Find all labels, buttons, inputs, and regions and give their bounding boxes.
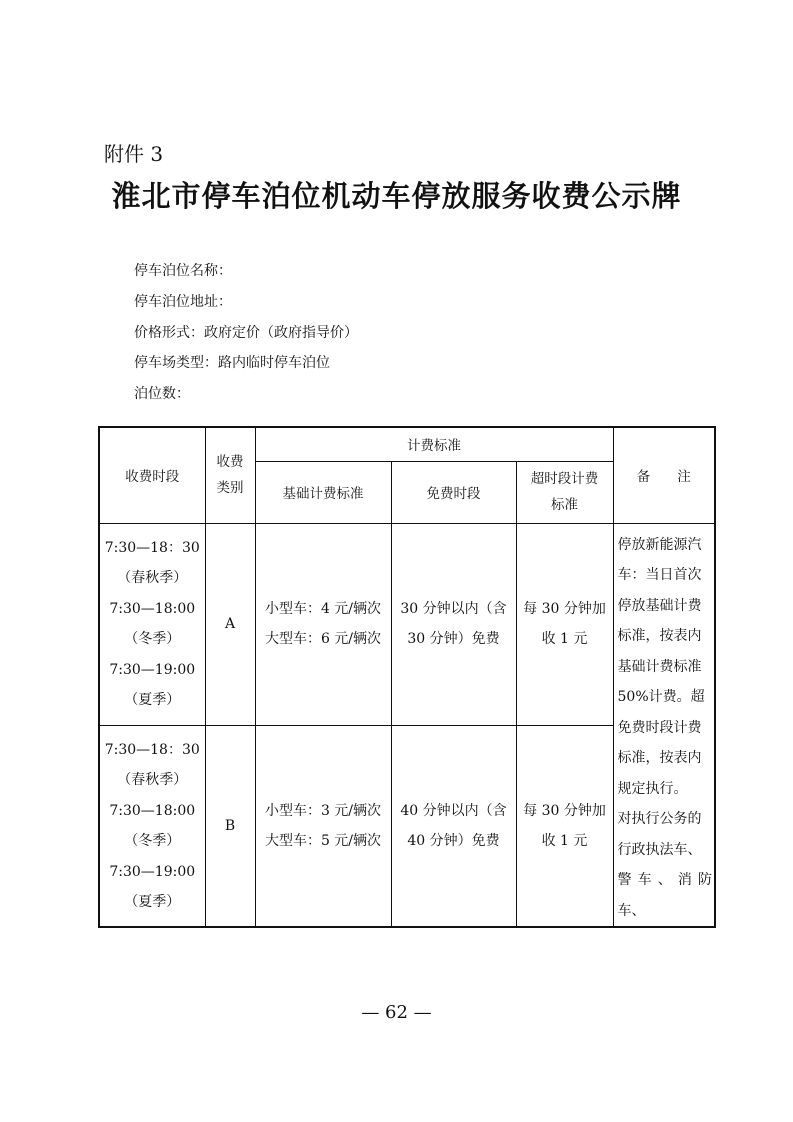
overtime-cell: 每 30 分钟加 收 1 元	[516, 523, 613, 726]
base-fee-cell: 小型车：4 元/辆次 大型车：6 元/辆次	[255, 523, 391, 726]
header-free-time: 免费时段	[391, 461, 516, 523]
lot-count-label: 泊位数：	[134, 386, 190, 402]
header-period: 收费时段	[99, 427, 205, 523]
header-standard: 计费标准	[255, 427, 613, 461]
lot-address-label: 停车泊位地址：	[134, 294, 232, 310]
period-cell: 7:30—18：30 （春秋季） 7:30—18:00 （冬季） 7:30—19:00 （夏季）	[99, 523, 205, 726]
header-category: 收费 类别	[205, 427, 255, 523]
period-cell: 7:30—18：30 （春秋季） 7:30—18:00 （冬季） 7:30—19:00 （夏季）	[99, 726, 205, 927]
table-row	[99, 523, 715, 726]
page-title: 淮北市停车泊位机动车停放服务收费公示牌	[111, 179, 682, 213]
lot-name-label: 停车泊位名称：	[134, 263, 232, 279]
overtime-cell: 每 30 分钟加 收 1 元	[516, 726, 613, 927]
category-cell: B	[205, 726, 255, 927]
page-number: — 62 —	[361, 1002, 432, 1023]
header-base: 基础计费标准	[255, 461, 391, 523]
header-remark: 备 注	[613, 427, 715, 523]
attachment-label: 附件 3	[104, 142, 164, 166]
base-fee-cell: 小型车：3 元/辆次 大型车：5 元/辆次	[255, 726, 391, 927]
fee-table	[98, 426, 716, 928]
price-form: 价格形式：政府定价（政府指导价）	[134, 325, 358, 341]
free-time-cell: 30 分钟以内（含 30 分钟）免费	[391, 523, 516, 726]
free-time-cell: 40 分钟以内（含 40 分钟）免费	[391, 726, 516, 927]
category-cell: A	[205, 523, 255, 726]
lot-type: 停车场类型：路内临时停车泊位	[134, 355, 330, 371]
remark-cell: 停放新能源汽 车：当日首次 停放基础计费 标准，按表内 基础计费标准 50%计费。超 免费时段计费 标准，按表内 规定执行。 对执行公务的 行政执法车、 警车、消防车、	[613, 523, 715, 927]
header-overtime: 超时段计费 标准	[516, 461, 613, 523]
